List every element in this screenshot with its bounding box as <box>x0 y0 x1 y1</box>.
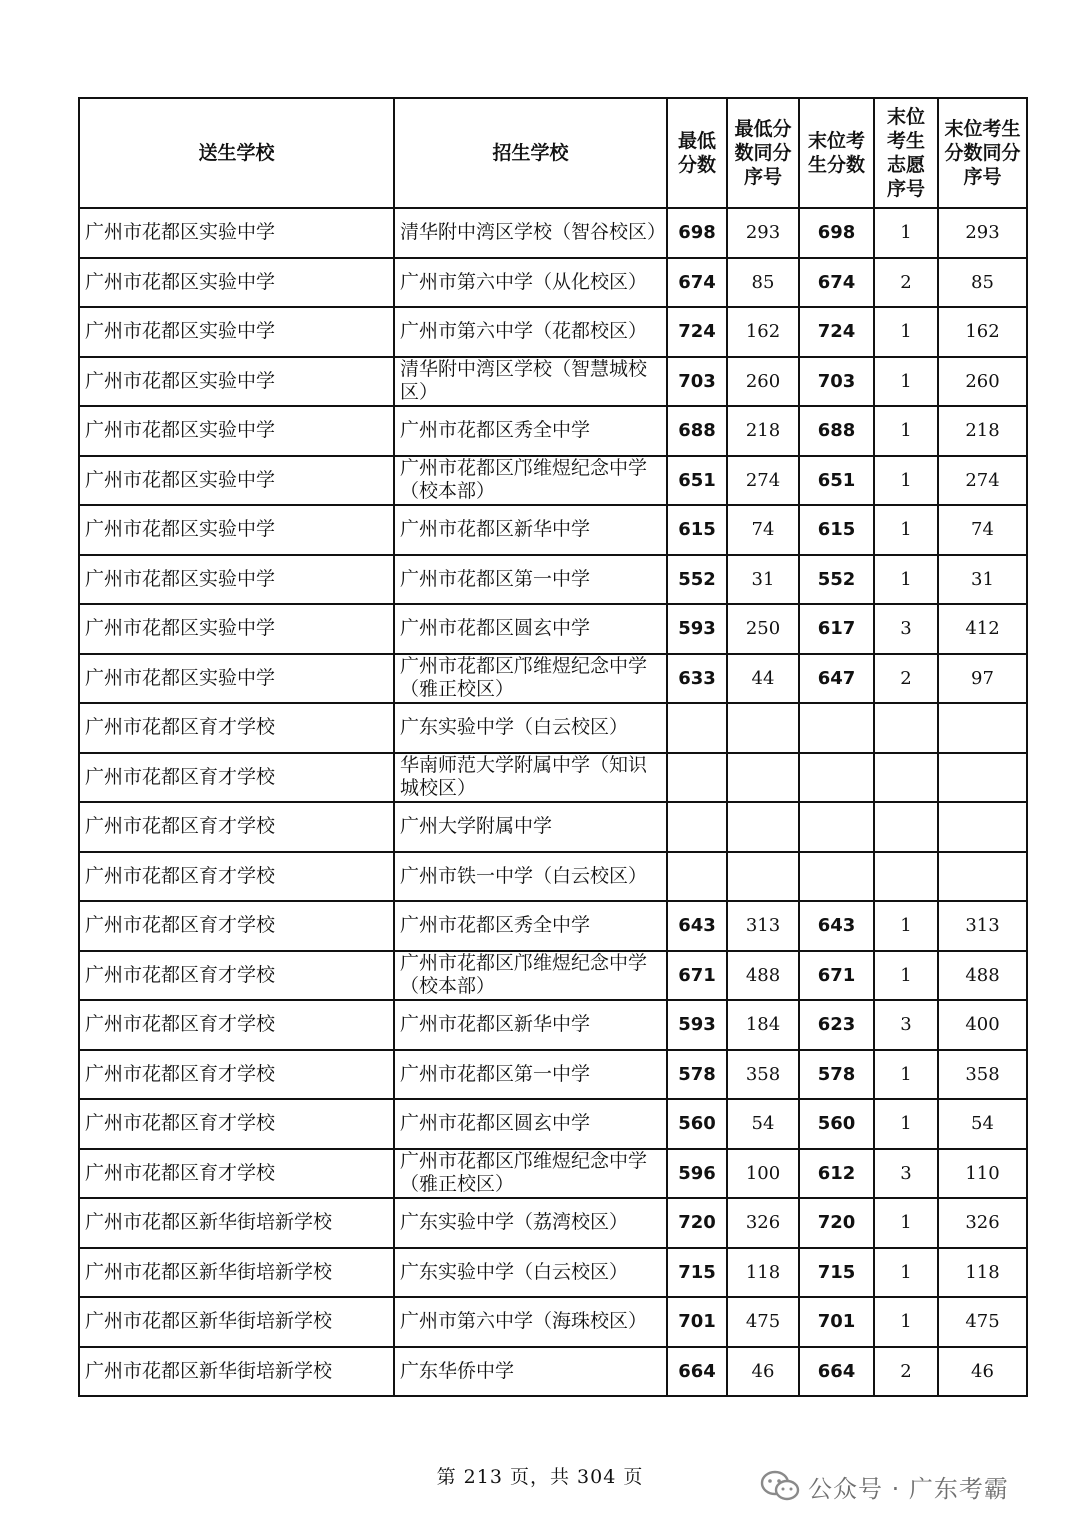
min-score-rank-cell: 54 <box>727 1099 799 1149</box>
last-score-cell <box>799 753 874 803</box>
last-score-cell: 703 <box>799 357 874 407</box>
last-preference-cell: 2 <box>874 258 938 308</box>
sending-school-cell: 广州市花都区育才学校 <box>79 1149 394 1199</box>
min-score-cell: 593 <box>667 604 727 654</box>
table-row <box>79 1149 1027 1199</box>
table-row <box>79 852 1027 902</box>
receiving-school-cell: 广州市花都区新华中学 <box>394 1000 667 1050</box>
last-score-rank-cell: 488 <box>938 951 1027 1001</box>
last-score-cell: 578 <box>799 1050 874 1100</box>
last-score-cell: 698 <box>799 208 874 258</box>
min-score-rank-cell: 274 <box>727 456 799 506</box>
last-preference-cell: 3 <box>874 1149 938 1199</box>
sending-school-cell: 广州市花都区实验中学 <box>79 357 394 407</box>
last-preference-cell: 1 <box>874 555 938 605</box>
last-preference-cell: 1 <box>874 456 938 506</box>
min-score-cell: 724 <box>667 307 727 357</box>
min-score-cell: 688 <box>667 406 727 456</box>
min-score-cell: 720 <box>667 1198 727 1248</box>
table-row <box>79 307 1027 357</box>
last-preference-cell: 3 <box>874 1000 938 1050</box>
table-row <box>79 901 1027 951</box>
wechat-icon <box>760 1470 800 1502</box>
last-score-cell: 701 <box>799 1297 874 1347</box>
min-score-cell: 701 <box>667 1297 727 1347</box>
last-preference-cell: 1 <box>874 357 938 407</box>
receiving-school-cell: 广州市花都区秀全中学 <box>394 406 667 456</box>
sending-school-cell: 广州市花都区育才学校 <box>79 901 394 951</box>
last-score-cell: 615 <box>799 505 874 555</box>
header-receiving-school: 招生学校 <box>394 98 667 208</box>
last-score-cell: 664 <box>799 1347 874 1397</box>
last-score-rank-cell: 293 <box>938 208 1027 258</box>
last-score-rank-cell: 358 <box>938 1050 1027 1100</box>
min-score-rank-cell: 74 <box>727 505 799 555</box>
min-score-cell: 674 <box>667 258 727 308</box>
sending-school-cell: 广州市花都区实验中学 <box>79 456 394 506</box>
last-preference-cell: 1 <box>874 1297 938 1347</box>
sending-school-cell: 广州市花都区实验中学 <box>79 406 394 456</box>
min-score-rank-cell: 488 <box>727 951 799 1001</box>
last-score-rank-cell: 274 <box>938 456 1027 506</box>
sending-school-cell: 广州市花都区实验中学 <box>79 654 394 704</box>
table-row <box>79 654 1027 704</box>
min-score-cell: 552 <box>667 555 727 605</box>
table-row <box>79 1297 1027 1347</box>
receiving-school-cell: 广州市花都区圆玄中学 <box>394 1099 667 1149</box>
sending-school-cell: 广州市花都区实验中学 <box>79 555 394 605</box>
receiving-school-cell: 广州市第六中学（花都校区） <box>394 307 667 357</box>
sending-school-cell: 广州市花都区育才学校 <box>79 852 394 902</box>
min-score-rank-cell: 358 <box>727 1050 799 1100</box>
last-score-rank-cell: 118 <box>938 1248 1027 1298</box>
last-preference-cell: 1 <box>874 505 938 555</box>
sending-school-cell: 广州市花都区实验中学 <box>79 505 394 555</box>
last-score-cell: 671 <box>799 951 874 1001</box>
receiving-school-cell: 广东实验中学（白云校区） <box>394 703 667 753</box>
table-row <box>79 802 1027 852</box>
min-score-rank-cell: 44 <box>727 654 799 704</box>
min-score-cell: 698 <box>667 208 727 258</box>
table-row <box>79 1050 1027 1100</box>
last-score-rank-cell: 218 <box>938 406 1027 456</box>
sending-school-cell: 广州市花都区育才学校 <box>79 1050 394 1100</box>
receiving-school-cell: 广州市花都区第一中学 <box>394 1050 667 1100</box>
header-last-score: 末位考 生分数 <box>799 98 874 208</box>
min-score-rank-cell: 313 <box>727 901 799 951</box>
last-preference-cell <box>874 703 938 753</box>
last-score-cell: 552 <box>799 555 874 605</box>
min-score-cell: 664 <box>667 1347 727 1397</box>
min-score-cell <box>667 802 727 852</box>
last-preference-cell: 1 <box>874 307 938 357</box>
last-score-cell: 688 <box>799 406 874 456</box>
min-score-rank-cell: 46 <box>727 1347 799 1397</box>
min-score-cell: 703 <box>667 357 727 407</box>
last-preference-cell <box>874 753 938 803</box>
min-score-cell: 596 <box>667 1149 727 1199</box>
sending-school-cell: 广州市花都区新华街培新学校 <box>79 1248 394 1298</box>
sending-school-cell: 广州市花都区育才学校 <box>79 951 394 1001</box>
sending-school-cell: 广州市花都区育才学校 <box>79 802 394 852</box>
last-score-cell: 724 <box>799 307 874 357</box>
table-row <box>79 703 1027 753</box>
table-row <box>79 258 1027 308</box>
last-preference-cell: 2 <box>874 1347 938 1397</box>
min-score-cell: 593 <box>667 1000 727 1050</box>
receiving-school-cell: 广州市第六中学（海珠校区） <box>394 1297 667 1347</box>
min-score-rank-cell <box>727 802 799 852</box>
table-row <box>79 951 1027 1001</box>
last-score-rank-cell: 54 <box>938 1099 1027 1149</box>
last-score-rank-cell: 110 <box>938 1149 1027 1199</box>
last-score-cell: 623 <box>799 1000 874 1050</box>
min-score-rank-cell: 475 <box>727 1297 799 1347</box>
last-score-cell: 617 <box>799 604 874 654</box>
last-preference-cell: 1 <box>874 1248 938 1298</box>
table-row <box>79 406 1027 456</box>
receiving-school-cell: 广东华侨中学 <box>394 1347 667 1397</box>
last-score-rank-cell: 46 <box>938 1347 1027 1397</box>
last-score-cell: 612 <box>799 1149 874 1199</box>
table-row <box>79 1099 1027 1149</box>
watermark <box>760 1466 1009 1506</box>
page-number: 第 213 页，共 304 页 <box>436 1466 644 1488</box>
last-score-cell: 647 <box>799 654 874 704</box>
min-score-rank-cell: 326 <box>727 1198 799 1248</box>
receiving-school-cell: 广州市花都区邝维煜纪念中学（校本部） <box>394 456 667 506</box>
min-score-cell: 651 <box>667 456 727 506</box>
admission-table-container <box>78 97 1026 1397</box>
last-score-rank-cell: 31 <box>938 555 1027 605</box>
min-score-rank-cell: 162 <box>727 307 799 357</box>
table-body <box>79 208 1027 1396</box>
receiving-school-cell: 广东实验中学（荔湾校区） <box>394 1198 667 1248</box>
last-score-cell: 720 <box>799 1198 874 1248</box>
table-row <box>79 1248 1027 1298</box>
min-score-rank-cell: 100 <box>727 1149 799 1199</box>
last-score-rank-cell <box>938 802 1027 852</box>
header-min-score: 最低 分数 <box>667 98 727 208</box>
last-preference-cell: 1 <box>874 1050 938 1100</box>
sending-school-cell: 广州市花都区实验中学 <box>79 258 394 308</box>
last-score-cell: 651 <box>799 456 874 506</box>
min-score-cell: 715 <box>667 1248 727 1298</box>
last-score-cell <box>799 852 874 902</box>
last-preference-cell <box>874 802 938 852</box>
last-score-rank-cell: 412 <box>938 604 1027 654</box>
table-row <box>79 555 1027 605</box>
receiving-school-cell: 广州市第六中学（从化校区） <box>394 258 667 308</box>
last-preference-cell: 1 <box>874 208 938 258</box>
min-score-rank-cell: 31 <box>727 555 799 605</box>
min-score-rank-cell: 218 <box>727 406 799 456</box>
last-preference-cell: 1 <box>874 951 938 1001</box>
min-score-cell: 671 <box>667 951 727 1001</box>
receiving-school-cell: 清华附中湾区学校（智谷校区） <box>394 208 667 258</box>
header-min-score-rank: 最低分 数同分 序号 <box>727 98 799 208</box>
table-row <box>79 604 1027 654</box>
receiving-school-cell: 广州市花都区邝维煜纪念中学（雅正校区） <box>394 1149 667 1199</box>
admission-score-table <box>78 97 1028 1397</box>
last-preference-cell: 1 <box>874 1099 938 1149</box>
last-score-cell: 715 <box>799 1248 874 1298</box>
receiving-school-cell: 广州市花都区邝维煜纪念中学（校本部） <box>394 951 667 1001</box>
sending-school-cell: 广州市花都区新华街培新学校 <box>79 1347 394 1397</box>
min-score-cell: 643 <box>667 901 727 951</box>
sending-school-cell: 广州市花都区育才学校 <box>79 1000 394 1050</box>
min-score-cell: 633 <box>667 654 727 704</box>
last-score-rank-cell: 85 <box>938 258 1027 308</box>
sending-school-cell: 广州市花都区育才学校 <box>79 703 394 753</box>
last-score-rank-cell: 260 <box>938 357 1027 407</box>
table-header-row <box>79 98 1027 208</box>
min-score-rank-cell: 293 <box>727 208 799 258</box>
last-score-cell: 674 <box>799 258 874 308</box>
receiving-school-cell: 广州市花都区邝维煜纪念中学（雅正校区） <box>394 654 667 704</box>
last-score-rank-cell: 74 <box>938 505 1027 555</box>
min-score-rank-cell: 118 <box>727 1248 799 1298</box>
min-score-cell: 560 <box>667 1099 727 1149</box>
receiving-school-cell: 广州市花都区圆玄中学 <box>394 604 667 654</box>
header-sending-school: 送生学校 <box>79 98 394 208</box>
last-score-cell <box>799 703 874 753</box>
min-score-cell <box>667 703 727 753</box>
receiving-school-cell: 清华附中湾区学校（智慧城校区） <box>394 357 667 407</box>
watermark-text: 公众号 · 广东考霸 <box>808 1474 1009 1503</box>
last-score-rank-cell: 475 <box>938 1297 1027 1347</box>
sending-school-cell: 广州市花都区实验中学 <box>79 208 394 258</box>
sending-school-cell: 广州市花都区实验中学 <box>79 604 394 654</box>
last-preference-cell: 3 <box>874 604 938 654</box>
last-score-rank-cell <box>938 852 1027 902</box>
sending-school-cell: 广州市花都区新华街培新学校 <box>79 1297 394 1347</box>
min-score-rank-cell: 250 <box>727 604 799 654</box>
header-last-score-rank: 末位考生 分数同分 序号 <box>938 98 1027 208</box>
header-last-preference: 末位 考生 志愿 序号 <box>874 98 938 208</box>
last-score-rank-cell: 400 <box>938 1000 1027 1050</box>
table-row <box>79 208 1027 258</box>
min-score-rank-cell <box>727 753 799 803</box>
table-row <box>79 1198 1027 1248</box>
min-score-cell <box>667 753 727 803</box>
last-score-rank-cell <box>938 753 1027 803</box>
receiving-school-cell: 广州市花都区第一中学 <box>394 555 667 605</box>
min-score-rank-cell <box>727 703 799 753</box>
last-score-rank-cell <box>938 703 1027 753</box>
min-score-rank-cell: 184 <box>727 1000 799 1050</box>
last-preference-cell: 1 <box>874 1198 938 1248</box>
sending-school-cell: 广州市花都区育才学校 <box>79 753 394 803</box>
last-score-cell: 560 <box>799 1099 874 1149</box>
last-score-cell <box>799 802 874 852</box>
sending-school-cell: 广州市花都区新华街培新学校 <box>79 1198 394 1248</box>
receiving-school-cell: 广州大学附属中学 <box>394 802 667 852</box>
receiving-school-cell: 广州市花都区秀全中学 <box>394 901 667 951</box>
min-score-rank-cell <box>727 852 799 902</box>
min-score-cell: 615 <box>667 505 727 555</box>
last-score-cell: 643 <box>799 901 874 951</box>
table-row <box>79 753 1027 803</box>
receiving-school-cell: 华南师范大学附属中学（知识城校区） <box>394 753 667 803</box>
last-preference-cell: 1 <box>874 901 938 951</box>
sending-school-cell: 广州市花都区实验中学 <box>79 307 394 357</box>
min-score-rank-cell: 85 <box>727 258 799 308</box>
receiving-school-cell: 广州市铁一中学（白云校区） <box>394 852 667 902</box>
sending-school-cell: 广州市花都区育才学校 <box>79 1099 394 1149</box>
min-score-cell: 578 <box>667 1050 727 1100</box>
last-score-rank-cell: 326 <box>938 1198 1027 1248</box>
last-score-rank-cell: 162 <box>938 307 1027 357</box>
table-row <box>79 1347 1027 1397</box>
receiving-school-cell: 广州市花都区新华中学 <box>394 505 667 555</box>
last-preference-cell: 1 <box>874 406 938 456</box>
table-row <box>79 357 1027 407</box>
last-score-rank-cell: 313 <box>938 901 1027 951</box>
last-score-rank-cell: 97 <box>938 654 1027 704</box>
table-row <box>79 505 1027 555</box>
min-score-cell <box>667 852 727 902</box>
receiving-school-cell: 广东实验中学（白云校区） <box>394 1248 667 1298</box>
last-preference-cell <box>874 852 938 902</box>
table-row <box>79 1000 1027 1050</box>
min-score-rank-cell: 260 <box>727 357 799 407</box>
last-preference-cell: 2 <box>874 654 938 704</box>
table-row <box>79 456 1027 506</box>
